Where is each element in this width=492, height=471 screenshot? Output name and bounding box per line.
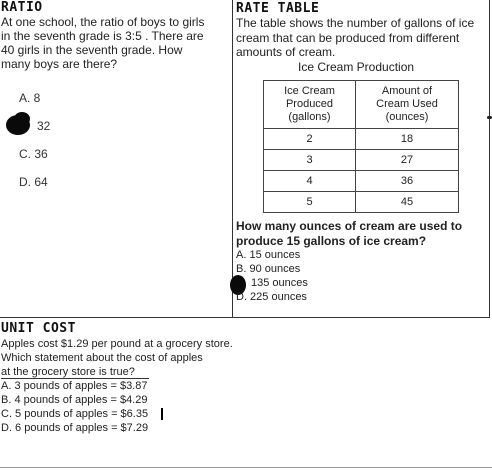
unit-option-d[interactable]: D. 6 pounds of apples = $7.29 xyxy=(1,422,149,434)
header-1-line-2: Produced xyxy=(285,98,334,110)
rate-table-title: RATE TABLE xyxy=(236,1,320,16)
unit-option-b[interactable]: B. 4 pounds of apples = $4.29 xyxy=(1,394,148,406)
table-cell-ounces: 45 xyxy=(356,192,459,213)
ice-cream-production-table xyxy=(263,80,459,213)
rate-option-c[interactable] xyxy=(251,276,308,290)
header-ice-cream-produced xyxy=(264,81,356,129)
rate-option-c-label: 135 ounces xyxy=(251,277,308,289)
table-row xyxy=(264,150,459,171)
rate-question-line-2: produce 15 gallons of ice cream? xyxy=(236,234,427,248)
table-cell-gallons: 5 xyxy=(264,192,356,213)
rate-table-caption: Ice Cream Production xyxy=(298,60,415,74)
unit-question-line-3: at the grocery store is true? xyxy=(1,366,135,378)
ratio-question-line-4: many boys are there? xyxy=(1,57,118,71)
rate-option-a[interactable] xyxy=(236,248,300,262)
header-2-line-3: (ounces) xyxy=(385,111,429,123)
table-row xyxy=(264,192,459,213)
ratio-title: RATIO xyxy=(1,0,43,15)
ratio-option-b[interactable]: 32 xyxy=(37,119,51,133)
unit-question-line-1: Apples cost $1.29 per pound at a grocery store. xyxy=(1,338,233,350)
ratio-question-line-1: At one school, the ratio of boys to girls xyxy=(1,15,205,29)
rate-option-d-label: D. 225 ounces xyxy=(236,291,307,303)
unit-option-a[interactable]: A. 3 pounds of apples = $3.87 xyxy=(1,380,148,392)
table-cell-ounces: 18 xyxy=(356,129,459,150)
rate-option-b-label: B. 90 ounces xyxy=(236,263,301,275)
header-1-line-1: Ice Cream xyxy=(284,85,335,97)
table-cell-gallons: 4 xyxy=(264,171,356,192)
ratio-option-b-selection-mark-overlap xyxy=(14,112,30,126)
ratio-option-d[interactable]: D. 64 xyxy=(19,175,48,189)
text-cursor xyxy=(161,408,163,420)
margin-dot-mark xyxy=(487,116,492,119)
rate-option-d[interactable] xyxy=(236,290,307,304)
bottom-divider xyxy=(0,467,492,468)
right-border xyxy=(489,0,490,318)
ratio-option-a[interactable]: A. 8 xyxy=(19,91,41,105)
table-header-row xyxy=(264,81,459,129)
unit-question-line-2: Which statement about the cost of apples xyxy=(1,352,203,364)
rate-option-a-label: A. 15 ounces xyxy=(236,249,301,261)
table-cell-gallons: 2 xyxy=(264,129,356,150)
rate-intro-line-3: amounts of cream. xyxy=(236,45,336,59)
rate-question-line-1: How many ounces of cream are used to xyxy=(236,219,463,233)
unit-option-c[interactable]: C. 5 pounds of apples = $6.35 xyxy=(1,408,149,420)
table-cell-ounces: 36 xyxy=(356,171,459,192)
ratio-question-line-3: 40 girls in the seventh grade. How xyxy=(1,43,183,57)
rate-option-b[interactable] xyxy=(236,262,300,276)
unit-cost-title: UNIT COST xyxy=(1,321,76,336)
horizontal-divider xyxy=(0,317,490,318)
header-2-line-1: Amount of xyxy=(381,85,433,97)
ratio-question-line-2: in the seventh grade is 3:5 . There are xyxy=(1,29,204,43)
vertical-divider xyxy=(232,0,233,318)
header-cream-used xyxy=(356,81,459,129)
table-cell-ounces: 27 xyxy=(356,150,459,171)
rate-intro-line-1: The table shows the number of gallons of ice xyxy=(236,16,475,30)
table-row xyxy=(264,129,459,150)
header-2-line-2: Cream Used xyxy=(376,98,438,110)
ratio-option-c[interactable]: C. 36 xyxy=(19,147,48,161)
table-cell-gallons: 3 xyxy=(264,150,356,171)
table-row xyxy=(264,171,459,192)
header-1-line-3: (gallons) xyxy=(288,111,331,123)
rate-intro-line-2: cream that can be produced from different xyxy=(236,31,460,45)
